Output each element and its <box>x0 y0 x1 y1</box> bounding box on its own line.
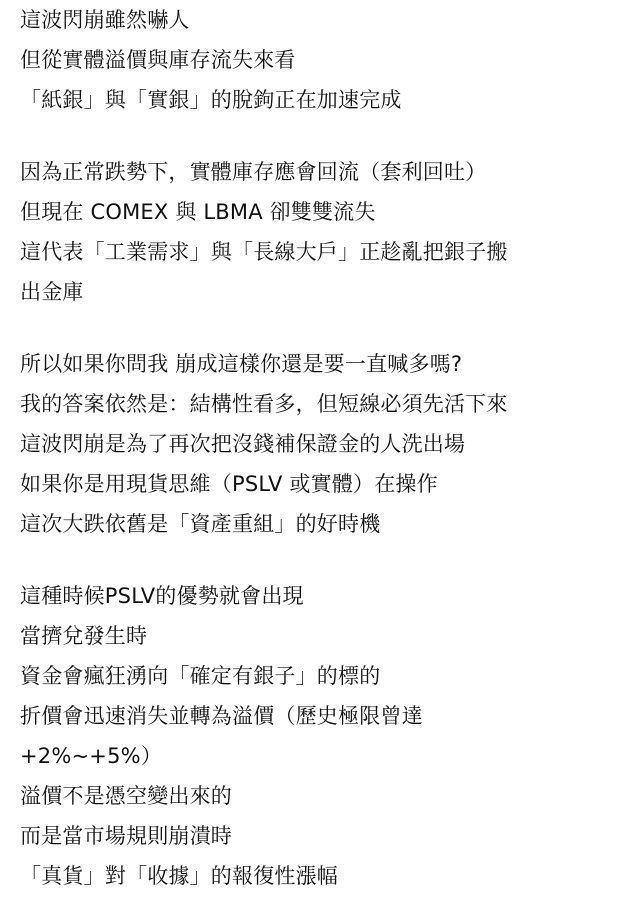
text-line: 出金庫 <box>20 280 84 304</box>
text-line: 但從實體溢價與庫存流失來看 <box>20 48 296 72</box>
text-line: 因為正常跌勢下，實體庫存應會回流（套利回吐） <box>20 160 487 184</box>
text-line: 如果你是用現貨思維（PSLV 或實體）在操作 <box>20 472 438 496</box>
text-line: 「真貨」對「收據」的報復性漲幅 <box>20 864 338 888</box>
text-line: 「紙銀」與「實銀」的脫鉤正在加速完成 <box>20 88 402 112</box>
text-line: +2%~+5%） <box>20 744 163 768</box>
paragraph-2 <box>20 152 610 312</box>
text-line: 這代表「工業需求」與「長線大戶」正趁亂把銀子搬 <box>20 240 508 264</box>
text-line: 這次大跌依舊是「資產重組」的好時機 <box>20 512 381 536</box>
text-line: 折價會迅速消失並轉為溢價（歷史極限曾達 <box>20 704 423 728</box>
text-line: 而是當市場規則崩潰時 <box>20 824 232 848</box>
text-line: 但現在 COMEX 與 LBMA 卻雙雙流失 <box>20 200 376 224</box>
text-line: 這波閃崩雖然嚇人 <box>20 8 190 32</box>
paragraph-1 <box>20 0 610 120</box>
text-line: 所以如果你問我 崩成這樣你還是要一直喊多嗎? <box>20 352 463 376</box>
paragraph-4 <box>20 576 610 896</box>
text-line: 這波閃崩是為了再次把沒錢補保證金的人洗出場 <box>20 432 466 456</box>
text-line: 我的答案依然是：結構性看多，但短線必須先活下來 <box>20 392 508 416</box>
text-line: 資金會瘋狂湧向「確定有銀子」的標的 <box>20 664 381 688</box>
text-line: 當擠兌發生時 <box>20 624 148 648</box>
text-line: 這種時候PSLV的優勢就會出現 <box>20 584 304 608</box>
text-line: 溢價不是憑空變出來的 <box>20 784 232 808</box>
post-body <box>20 0 610 896</box>
paragraph-3 <box>20 344 610 544</box>
